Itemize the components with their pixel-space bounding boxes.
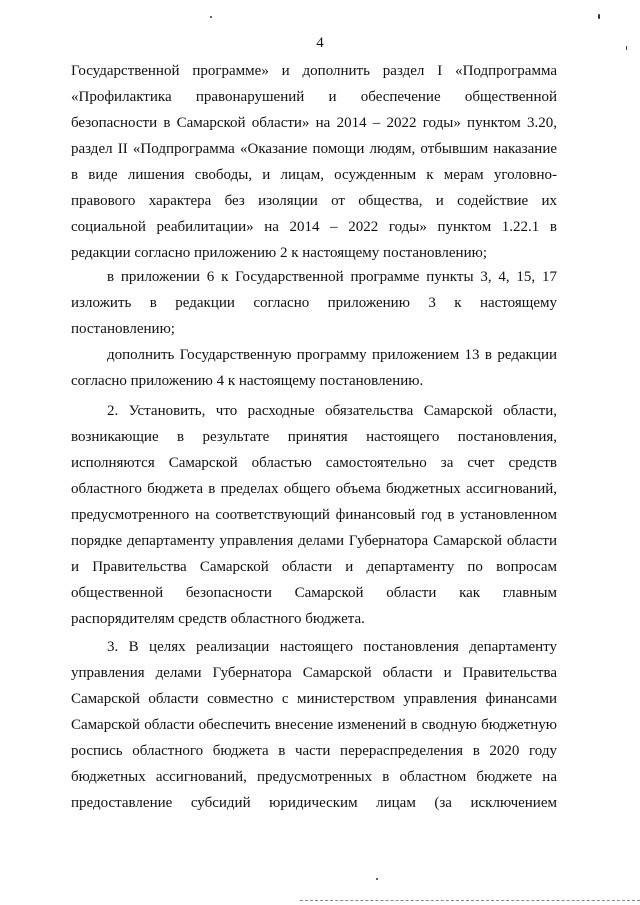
text-line: раздел II «Подпрограмма «Оказание помощи людям, отбывшим наказание xyxy=(71,141,557,157)
text-line: Самарской области совместно с министерством управления финансами xyxy=(71,691,557,707)
text-line: 3. В целях реализации настоящего постановления департаменту xyxy=(107,639,557,655)
text-line: редакции согласно приложению 2 к настоящему постановлению; xyxy=(71,245,487,261)
scan-speck xyxy=(376,878,378,880)
scan-edge-line xyxy=(300,900,640,901)
text-line: общественной безопасности Самарской области как главным xyxy=(71,585,557,601)
text-line: и Правительства Самарской области и департаменту по вопросам xyxy=(71,559,557,575)
text-line: распорядителям средств областного бюджета. xyxy=(71,611,365,627)
text-line: Государственной программе» и дополнить раздел I «Подпрограмма xyxy=(71,63,557,79)
scan-speck xyxy=(598,14,600,19)
text-line: роспись областного бюджета в части перераспределения в 2020 году xyxy=(71,743,557,759)
text-line: социальной реабилитации» на 2014 – 2022 годы» пунктом 1.22.1 в xyxy=(71,219,557,235)
scan-speck xyxy=(626,46,627,50)
text-line: Самарской области обеспечить внесение изменений в сводную бюджетную xyxy=(71,717,557,733)
text-line: в виде лишения свободы, и лицам, осужденным к мерам уголовно- xyxy=(71,167,557,183)
text-line: предоставление субсидий юридическим лицам (за исключением xyxy=(71,795,557,811)
text-line: постановлению; xyxy=(71,321,175,337)
text-line: бюджетных ассигнований, предусмотренных в областном бюджете на xyxy=(71,769,557,785)
text-line: безопасности в Самарской области» на 2014 – 2022 годы» пунктом 3.20, xyxy=(71,115,557,131)
page-number: 4 xyxy=(316,35,324,51)
text-line: управления делами Губернатора Самарской области и Правительства xyxy=(71,665,557,681)
scan-speck xyxy=(210,16,212,18)
text-line: порядке департаменту управления делами Губернатора Самарской области xyxy=(71,533,557,549)
text-line: в приложении 6 к Государственной программе пункты 3, 4, 15, 17 xyxy=(107,269,557,285)
text-line: исполняются Самарской областью самостоятельно за счет средств xyxy=(71,455,557,471)
text-line: предусмотренного на соответствующий финансовый год в установленном xyxy=(71,507,557,523)
text-line: областного бюджета в пределах общего объема бюджетных ассигнований, xyxy=(71,481,557,497)
text-line: согласно приложению 4 к настоящему постановлению. xyxy=(71,373,424,389)
text-line: 2. Установить, что расходные обязательства Самарской области, xyxy=(107,403,557,419)
text-line: правового характера без изоляции от общества, и содействие их xyxy=(71,193,557,209)
text-line: «Профилактика правонарушений и обеспечение общественной xyxy=(71,89,557,105)
text-line: изложить в редакции согласно приложению 3 к настоящему xyxy=(71,295,557,311)
text-line: возникающие в результате принятия настоящего постановления, xyxy=(71,429,557,445)
text-line: дополнить Государственную программу приложением 13 в редакции xyxy=(107,347,557,363)
